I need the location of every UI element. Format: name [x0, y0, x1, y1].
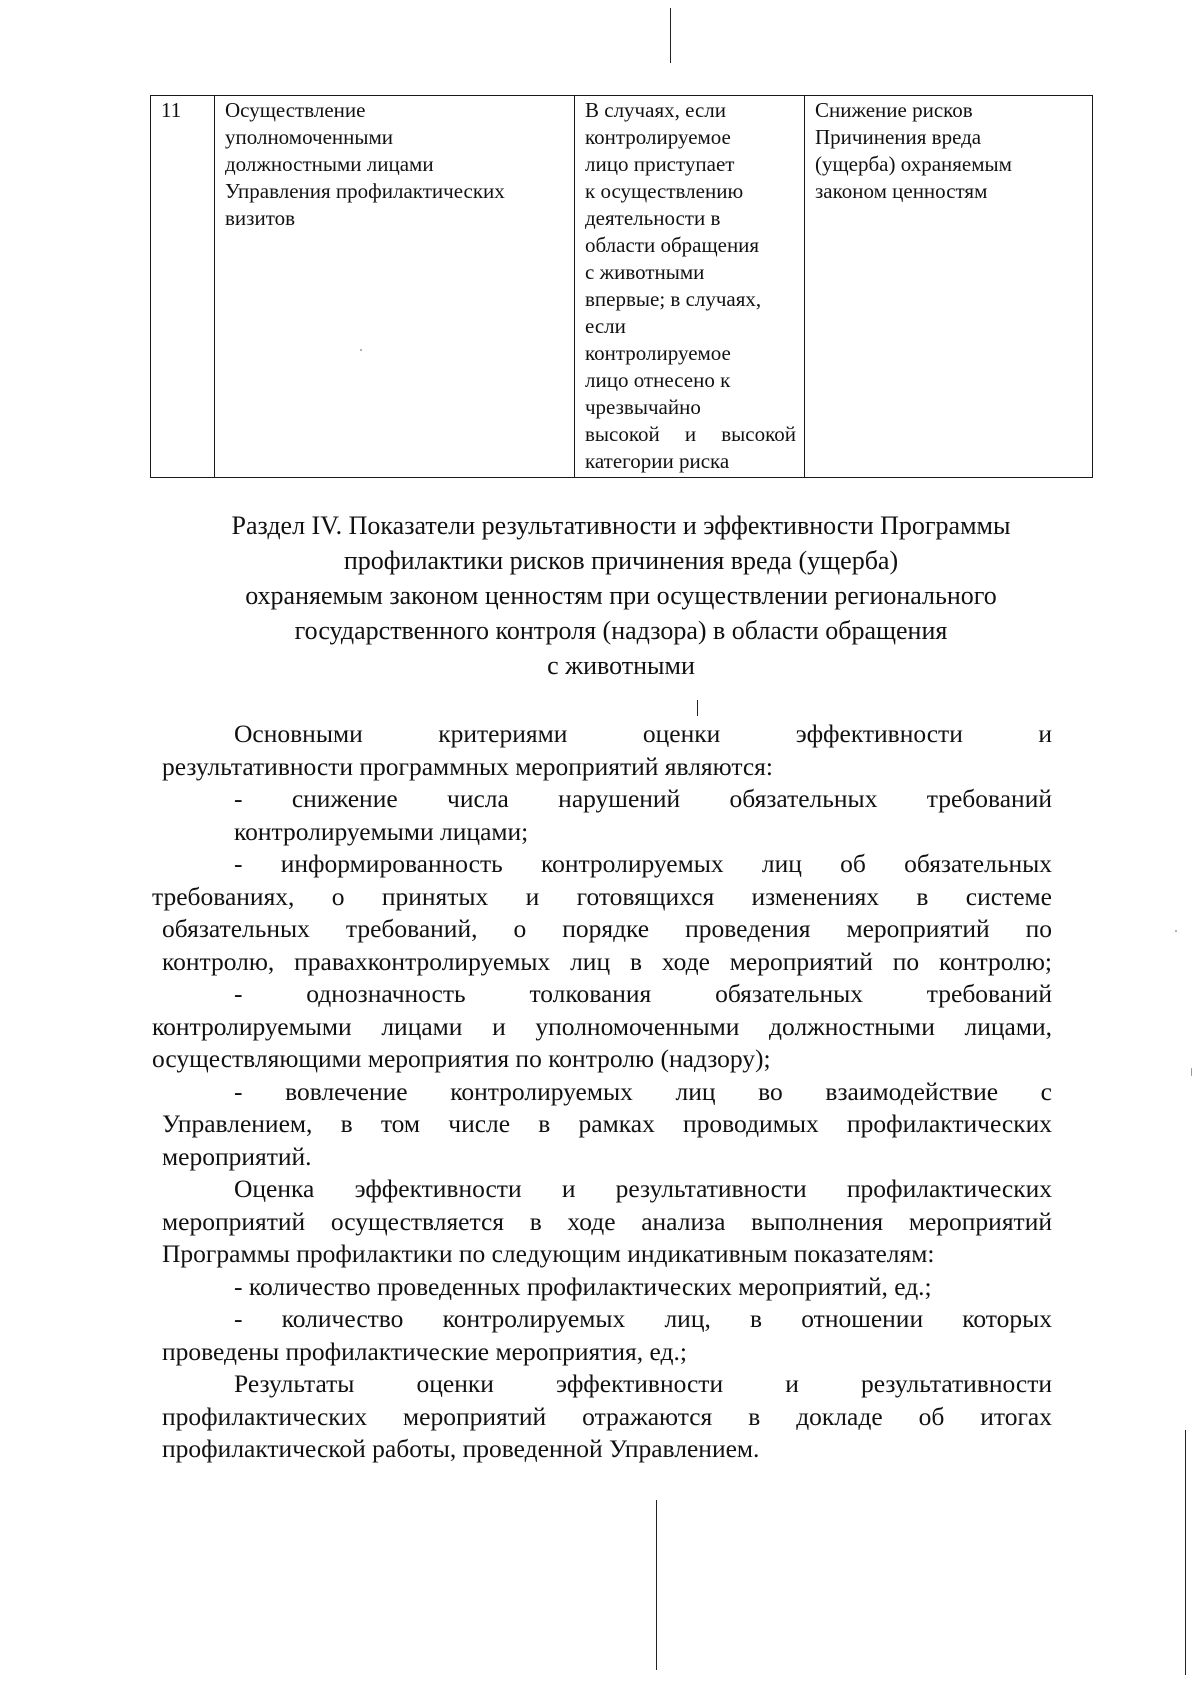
list-item-line: мероприятий. — [162, 1141, 312, 1171]
paragraph-line: профилактических мероприятий отражаются в докладе об итогах — [162, 1401, 1052, 1431]
section-title-line: Раздел IV. Показатели результативности и эффективности Программы — [231, 511, 1011, 540]
list-item-line: - однозначность толкования обязательных требований — [234, 979, 1052, 1008]
measure-line: Осуществление — [225, 98, 366, 122]
scan-dust — [1191, 1068, 1192, 1076]
result-line: (ущерба) охраняемым — [815, 152, 1012, 176]
measures-table — [150, 95, 1093, 478]
measure-line: уполномоченными — [225, 125, 394, 149]
body-text — [152, 718, 1052, 1466]
section-title-line: профилактики рисков причинения вреда (ущерба) — [343, 546, 899, 575]
list-item-line: - вовлечение контролируемых лиц во взаимодействие с — [234, 1076, 1052, 1106]
list-item-line: - количество проведенных профилактических мероприятий, ед.; — [234, 1271, 932, 1301]
condition-line: В случаях, если — [585, 98, 726, 122]
measure-line: визитов — [225, 206, 296, 230]
row-number: 11 — [161, 98, 182, 122]
list-item-line: - снижение числа нарушений обязательных требований — [234, 784, 1052, 813]
condition-line: контролируемое — [585, 125, 731, 149]
result-line: Снижение рисков — [815, 98, 973, 122]
paragraph-line: Оценка эффективности и результативности профилактических — [234, 1174, 1052, 1203]
list-item-line: проведены профилактические мероприятия, ед.; — [162, 1336, 687, 1366]
scan-mark-right — [1185, 1430, 1186, 1675]
paragraph-line: профилактической работы, проведенной Управлением. — [162, 1434, 760, 1463]
condition-line: высокой и высокой — [585, 422, 796, 446]
paragraph-line: результативности программных мероприятий являются: — [162, 751, 773, 781]
list-item-line: обязательных требований, о порядке проведения мероприятий по — [162, 914, 1052, 943]
list-item-line: контролируемыми лицами и уполномоченными должностными лицами, — [152, 1011, 1052, 1041]
result-line: Причинения вреда — [815, 125, 982, 149]
scan-mark-top — [670, 8, 671, 63]
list-item-line: - информированность контролируемых лиц об обязательных — [234, 849, 1052, 878]
list-item-line: Управлением, в том числе в рамках проводимых профилактических — [162, 1109, 1052, 1138]
list-item-line: осуществляющими мероприятия по контролю (надзору); — [152, 1044, 771, 1073]
condition-line: деятельности в — [585, 206, 721, 230]
row-number-cell — [151, 96, 215, 478]
section-title-line: с животными — [547, 651, 695, 680]
condition-line: с животными — [585, 260, 705, 284]
condition-line: впервые; в случаях, — [585, 287, 762, 311]
scan-mark-bottom — [656, 1500, 657, 1670]
scan-dust — [1175, 930, 1177, 932]
paragraph-line: мероприятий осуществляется в ходе анализа выполнения мероприятий — [162, 1206, 1052, 1236]
list-item-line: - количество контролируемых лиц, в отношении которых — [234, 1304, 1052, 1333]
condition-line: области обращения — [585, 233, 760, 257]
list-item-line: требованиях, о принятых и готовящихся изменениях в системе — [152, 881, 1052, 911]
scan-mark-middle — [697, 700, 698, 716]
condition-cell — [575, 96, 805, 478]
result-cell — [805, 96, 1093, 478]
condition-line: лицо отнесено к — [585, 368, 731, 392]
list-item-line: контролируемыми лицами; — [234, 816, 529, 846]
measure-cell — [215, 96, 575, 478]
measure-line: Управления профилактических — [225, 179, 505, 203]
condition-line: к осуществлению — [585, 179, 744, 203]
paragraph-line: Программы профилактики по следующим индикативным показателям: — [162, 1239, 935, 1268]
list-item-line: контролю, правахконтролируемых лиц в ходе мероприятий по контролю; — [162, 946, 1052, 976]
condition-line: контролируемое — [585, 341, 731, 365]
paragraph-line: Основными критериями оценки эффективности и — [234, 719, 1052, 748]
condition-line: чрезвычайно — [585, 395, 701, 419]
section-title-line: охраняемым законом ценностям при осуществлении регионального — [245, 581, 997, 610]
section-title — [150, 508, 1092, 683]
paragraph-line: Результаты оценки эффективности и результативности — [234, 1369, 1052, 1398]
measure-line: должностными лицами — [225, 152, 434, 176]
result-line: законом ценностям — [815, 179, 988, 203]
table-row — [151, 96, 1093, 478]
condition-line: если — [585, 314, 626, 338]
condition-line: категории риска — [585, 449, 730, 473]
condition-line: лицо приступает — [585, 152, 735, 176]
section-title-line: государственного контроля (надзора) в области обращения — [294, 616, 948, 645]
